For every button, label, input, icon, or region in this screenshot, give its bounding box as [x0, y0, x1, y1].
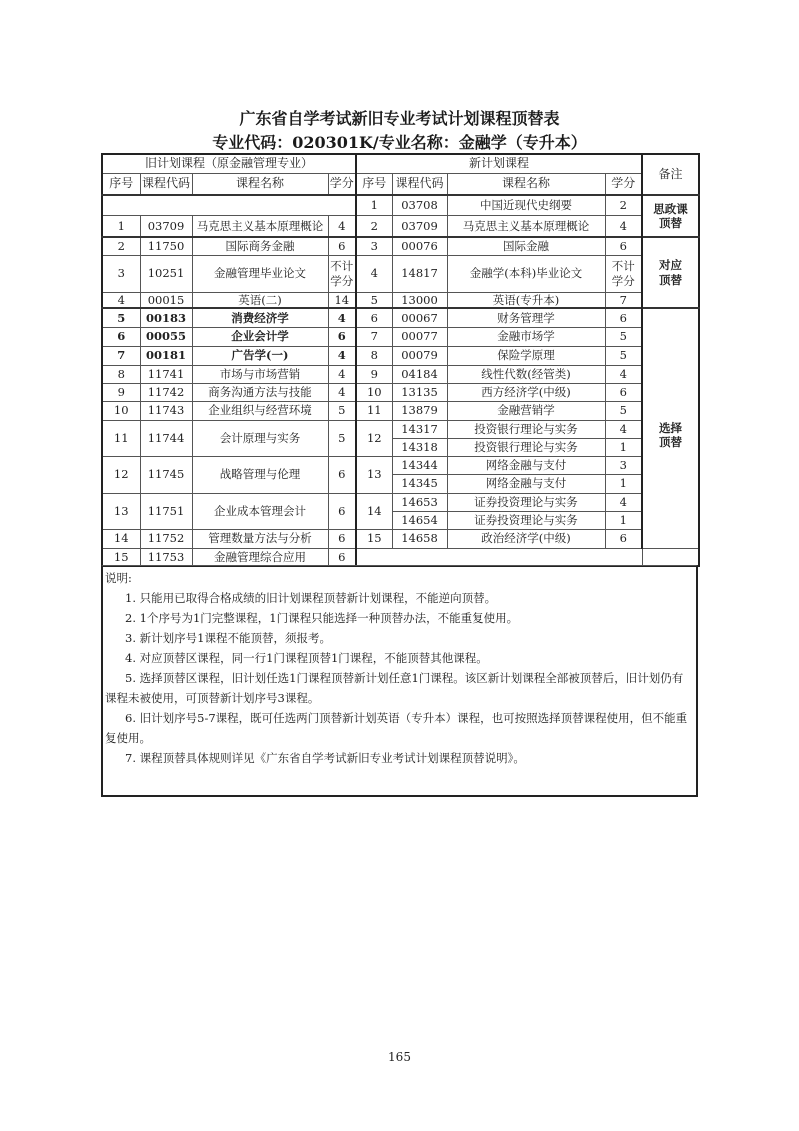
old-credit: 6: [328, 456, 356, 493]
new-code: 14345: [392, 474, 447, 493]
new-no: 14: [356, 493, 392, 529]
note-item: 6. 旧计划序号5-7课程，既可任选两门顶替新计划英语（专升本）课程，也可按照选择顶替课程使用，但不能重复使用。: [105, 711, 688, 745]
table-row: [102, 529, 699, 548]
table-row: [102, 237, 699, 255]
old-name: 英语(二): [192, 292, 328, 308]
old-code: 11752: [140, 529, 192, 548]
new-name: 金融学(本科)毕业论文: [447, 255, 605, 292]
old-credit: 6: [328, 548, 356, 566]
old-name: 市场与市场营销: [192, 365, 328, 383]
remark-ideology: 思政课顶替: [642, 195, 699, 237]
old-credit: 4: [328, 383, 356, 401]
new-credit: 7: [605, 292, 642, 308]
old-no: 15: [102, 548, 140, 566]
old-name: 金融管理毕业论文: [192, 255, 328, 292]
old-no: 8: [102, 365, 140, 383]
table-row: [102, 292, 699, 308]
old-no: 6: [102, 327, 140, 346]
old-code: 00181: [140, 346, 192, 365]
col-code: 课程代码: [140, 173, 192, 195]
table-row: [102, 346, 699, 365]
new-code: 00076: [392, 237, 447, 255]
table-row: [102, 401, 699, 420]
old-code: 11744: [140, 420, 192, 456]
new-credit: 1: [605, 438, 642, 456]
new-no: 13: [356, 456, 392, 493]
new-name: 网络金融与支付: [447, 456, 605, 474]
old-credit: 不计学分: [328, 255, 356, 292]
new-name: 证券投资理论与实务: [447, 493, 605, 511]
old-name: 广告学(一): [192, 346, 328, 365]
new-no: 8: [356, 346, 392, 365]
new-credit: 5: [605, 401, 642, 420]
new-credit: 5: [605, 346, 642, 365]
new-name: 财务管理学: [447, 308, 605, 327]
old-no: 7: [102, 346, 140, 365]
old-code: 11743: [140, 401, 192, 420]
new-credit: 4: [605, 420, 642, 438]
old-credit: 6: [328, 327, 356, 346]
new-code: 14658: [392, 529, 447, 548]
old-name: 会计原理与实务: [192, 420, 328, 456]
old-name: 管理数量方法与分析: [192, 529, 328, 548]
old-no: 13: [102, 493, 140, 529]
new-no: 6: [356, 308, 392, 327]
new-code: 03708: [392, 195, 447, 215]
old-credit: 4: [328, 308, 356, 327]
col-name: 课程名称: [192, 173, 328, 195]
remark-selective: 选择顶替: [642, 308, 699, 548]
old-name: 企业成本管理会计: [192, 493, 328, 529]
course-replacement-table: [101, 153, 700, 567]
note-item: 3. 新计划序号1课程不能顶替，须报考。: [125, 631, 331, 645]
old-name: 企业会计学: [192, 327, 328, 346]
notes-section: [101, 565, 698, 797]
old-credit: 6: [328, 237, 356, 255]
new-no: 11: [356, 401, 392, 420]
table-row: [102, 493, 699, 511]
new-code: 14344: [392, 456, 447, 474]
new-name: 网络金融与支付: [447, 474, 605, 493]
new-credit: 1: [605, 511, 642, 529]
new-no: 9: [356, 365, 392, 383]
old-name: 国际商务金融: [192, 237, 328, 255]
new-code: 14317: [392, 420, 447, 438]
table-row: [102, 548, 699, 566]
table-row: [102, 456, 699, 474]
note-item: 7. 课程顶替具体规则详见《广东省自学考试新旧专业考试计划课程顶替说明》。: [125, 751, 525, 765]
old-code: 11745: [140, 456, 192, 493]
note-item: 5. 选择顶替区课程，旧计划任选1门课程顶替新计划任意1门课程。该区新计划课程全部被顶替后，旧计划仍有课程未被使用，可顶替新计划序号3课程。: [105, 671, 684, 705]
old-code: 11742: [140, 383, 192, 401]
old-credit: 6: [328, 529, 356, 548]
new-code: 00077: [392, 327, 447, 346]
new-code: 13000: [392, 292, 447, 308]
new-credit: 4: [605, 493, 642, 511]
page-number: 165: [388, 1050, 411, 1064]
old-no: 3: [102, 255, 140, 292]
old-no: 2: [102, 237, 140, 255]
col-code: 课程代码: [392, 173, 447, 195]
new-no: 15: [356, 529, 392, 548]
new-no: 10: [356, 383, 392, 401]
old-name: 商务沟通方法与技能: [192, 383, 328, 401]
new-credit: 6: [605, 383, 642, 401]
old-code: 11751: [140, 493, 192, 529]
new-credit: 1: [605, 474, 642, 493]
new-code: 00067: [392, 308, 447, 327]
new-credit: 6: [605, 529, 642, 548]
new-name: 马克思主义基本原理概论: [447, 215, 605, 237]
new-plan-header: 新计划课程: [356, 154, 642, 173]
table-row: [102, 215, 699, 237]
old-name: 战略管理与伦理: [192, 456, 328, 493]
table-row: [102, 327, 699, 346]
old-code: 11741: [140, 365, 192, 383]
new-empty-cell: [356, 548, 642, 566]
note-item: 4. 对应顶替区课程，同一行1门课程顶替1门课程，不能顶替其他课程。: [125, 651, 488, 665]
old-credit: 6: [328, 493, 356, 529]
col-no: 序号: [356, 173, 392, 195]
old-code: 11750: [140, 237, 192, 255]
remark-header: 备注: [642, 154, 699, 195]
new-code: 14817: [392, 255, 447, 292]
new-name: 投资银行理论与实务: [447, 420, 605, 438]
table-row: [102, 195, 699, 215]
old-code: 00183: [140, 308, 192, 327]
old-code: 00015: [140, 292, 192, 308]
new-code: 14653: [392, 493, 447, 511]
old-name: 企业组织与经营环境: [192, 401, 328, 420]
old-credit: 4: [328, 215, 356, 237]
new-name: 金融营销学: [447, 401, 605, 420]
old-empty-cell: [102, 195, 356, 215]
table-row: [102, 420, 699, 438]
new-no: 12: [356, 420, 392, 456]
old-credit: 14: [328, 292, 356, 308]
new-name: 国际金融: [447, 237, 605, 255]
old-no: 12: [102, 456, 140, 493]
new-code: 14318: [392, 438, 447, 456]
note-item: 1. 只能用已取得合格成绩的旧计划课程顶替新计划课程，不能逆向顶替。: [125, 591, 497, 605]
new-code: 03709: [392, 215, 447, 237]
new-credit: 4: [605, 365, 642, 383]
old-name: 马克思主义基本原理概论: [192, 215, 328, 237]
old-no: 11: [102, 420, 140, 456]
new-code: 00079: [392, 346, 447, 365]
old-no: 5: [102, 308, 140, 327]
note-item: 2. 1个序号为1门完整课程，1门课程只能选择一种顶替办法，不能重复使用。: [125, 611, 519, 625]
table-row: [102, 308, 699, 327]
new-no: 2: [356, 215, 392, 237]
new-no: 4: [356, 255, 392, 292]
new-name: 西方经济学(中级): [447, 383, 605, 401]
new-credit: 5: [605, 327, 642, 346]
table-row: [102, 255, 699, 292]
new-no: 1: [356, 195, 392, 215]
old-credit: 4: [328, 346, 356, 365]
new-code: 04184: [392, 365, 447, 383]
new-name: 金融市场学: [447, 327, 605, 346]
new-name: 保险学原理: [447, 346, 605, 365]
old-code: 10251: [140, 255, 192, 292]
old-credit: 5: [328, 420, 356, 456]
remark-corresponding: 对应顶替: [642, 237, 699, 308]
new-name: 线性代数(经管类): [447, 365, 605, 383]
table-row: [102, 365, 699, 383]
old-no: 9: [102, 383, 140, 401]
old-credit: 4: [328, 365, 356, 383]
new-code: 13135: [392, 383, 447, 401]
new-credit: 2: [605, 195, 642, 215]
new-name: 证券投资理论与实务: [447, 511, 605, 529]
col-credit: 学分: [605, 173, 642, 195]
old-code: 00055: [140, 327, 192, 346]
old-name: 消费经济学: [192, 308, 328, 327]
new-credit: 3: [605, 456, 642, 474]
col-no: 序号: [102, 173, 140, 195]
col-name: 课程名称: [447, 173, 605, 195]
new-no: 5: [356, 292, 392, 308]
new-name: 中国近现代史纲要: [447, 195, 605, 215]
old-no: 1: [102, 215, 140, 237]
old-name: 金融管理综合应用: [192, 548, 328, 566]
new-code: 14654: [392, 511, 447, 529]
new-credit: 6: [605, 308, 642, 327]
new-credit: 6: [605, 237, 642, 255]
old-no: 10: [102, 401, 140, 420]
new-name: 投资银行理论与实务: [447, 438, 605, 456]
new-credit: 不计学分: [605, 255, 642, 292]
old-no: 4: [102, 292, 140, 308]
old-plan-header: 旧计划课程（原金融管理专业）: [102, 154, 356, 173]
old-credit: 5: [328, 401, 356, 420]
col-credit: 学分: [328, 173, 356, 195]
old-code: 11753: [140, 548, 192, 566]
new-no: 7: [356, 327, 392, 346]
new-no: 3: [356, 237, 392, 255]
old-code: 03709: [140, 215, 192, 237]
table-row: [102, 383, 699, 401]
notes-heading: 说明:: [105, 571, 132, 585]
new-code: 13879: [392, 401, 447, 420]
document-subtitle: 专业代码：020301K/专业名称：金融学（专升本）: [212, 133, 587, 152]
new-name: 政治经济学(中级): [447, 529, 605, 548]
new-name: 英语(专升本): [447, 292, 605, 308]
old-no: 14: [102, 529, 140, 548]
document-title: 广东省自学考试新旧专业考试计划课程顶替表: [239, 109, 560, 128]
new-credit: 4: [605, 215, 642, 237]
